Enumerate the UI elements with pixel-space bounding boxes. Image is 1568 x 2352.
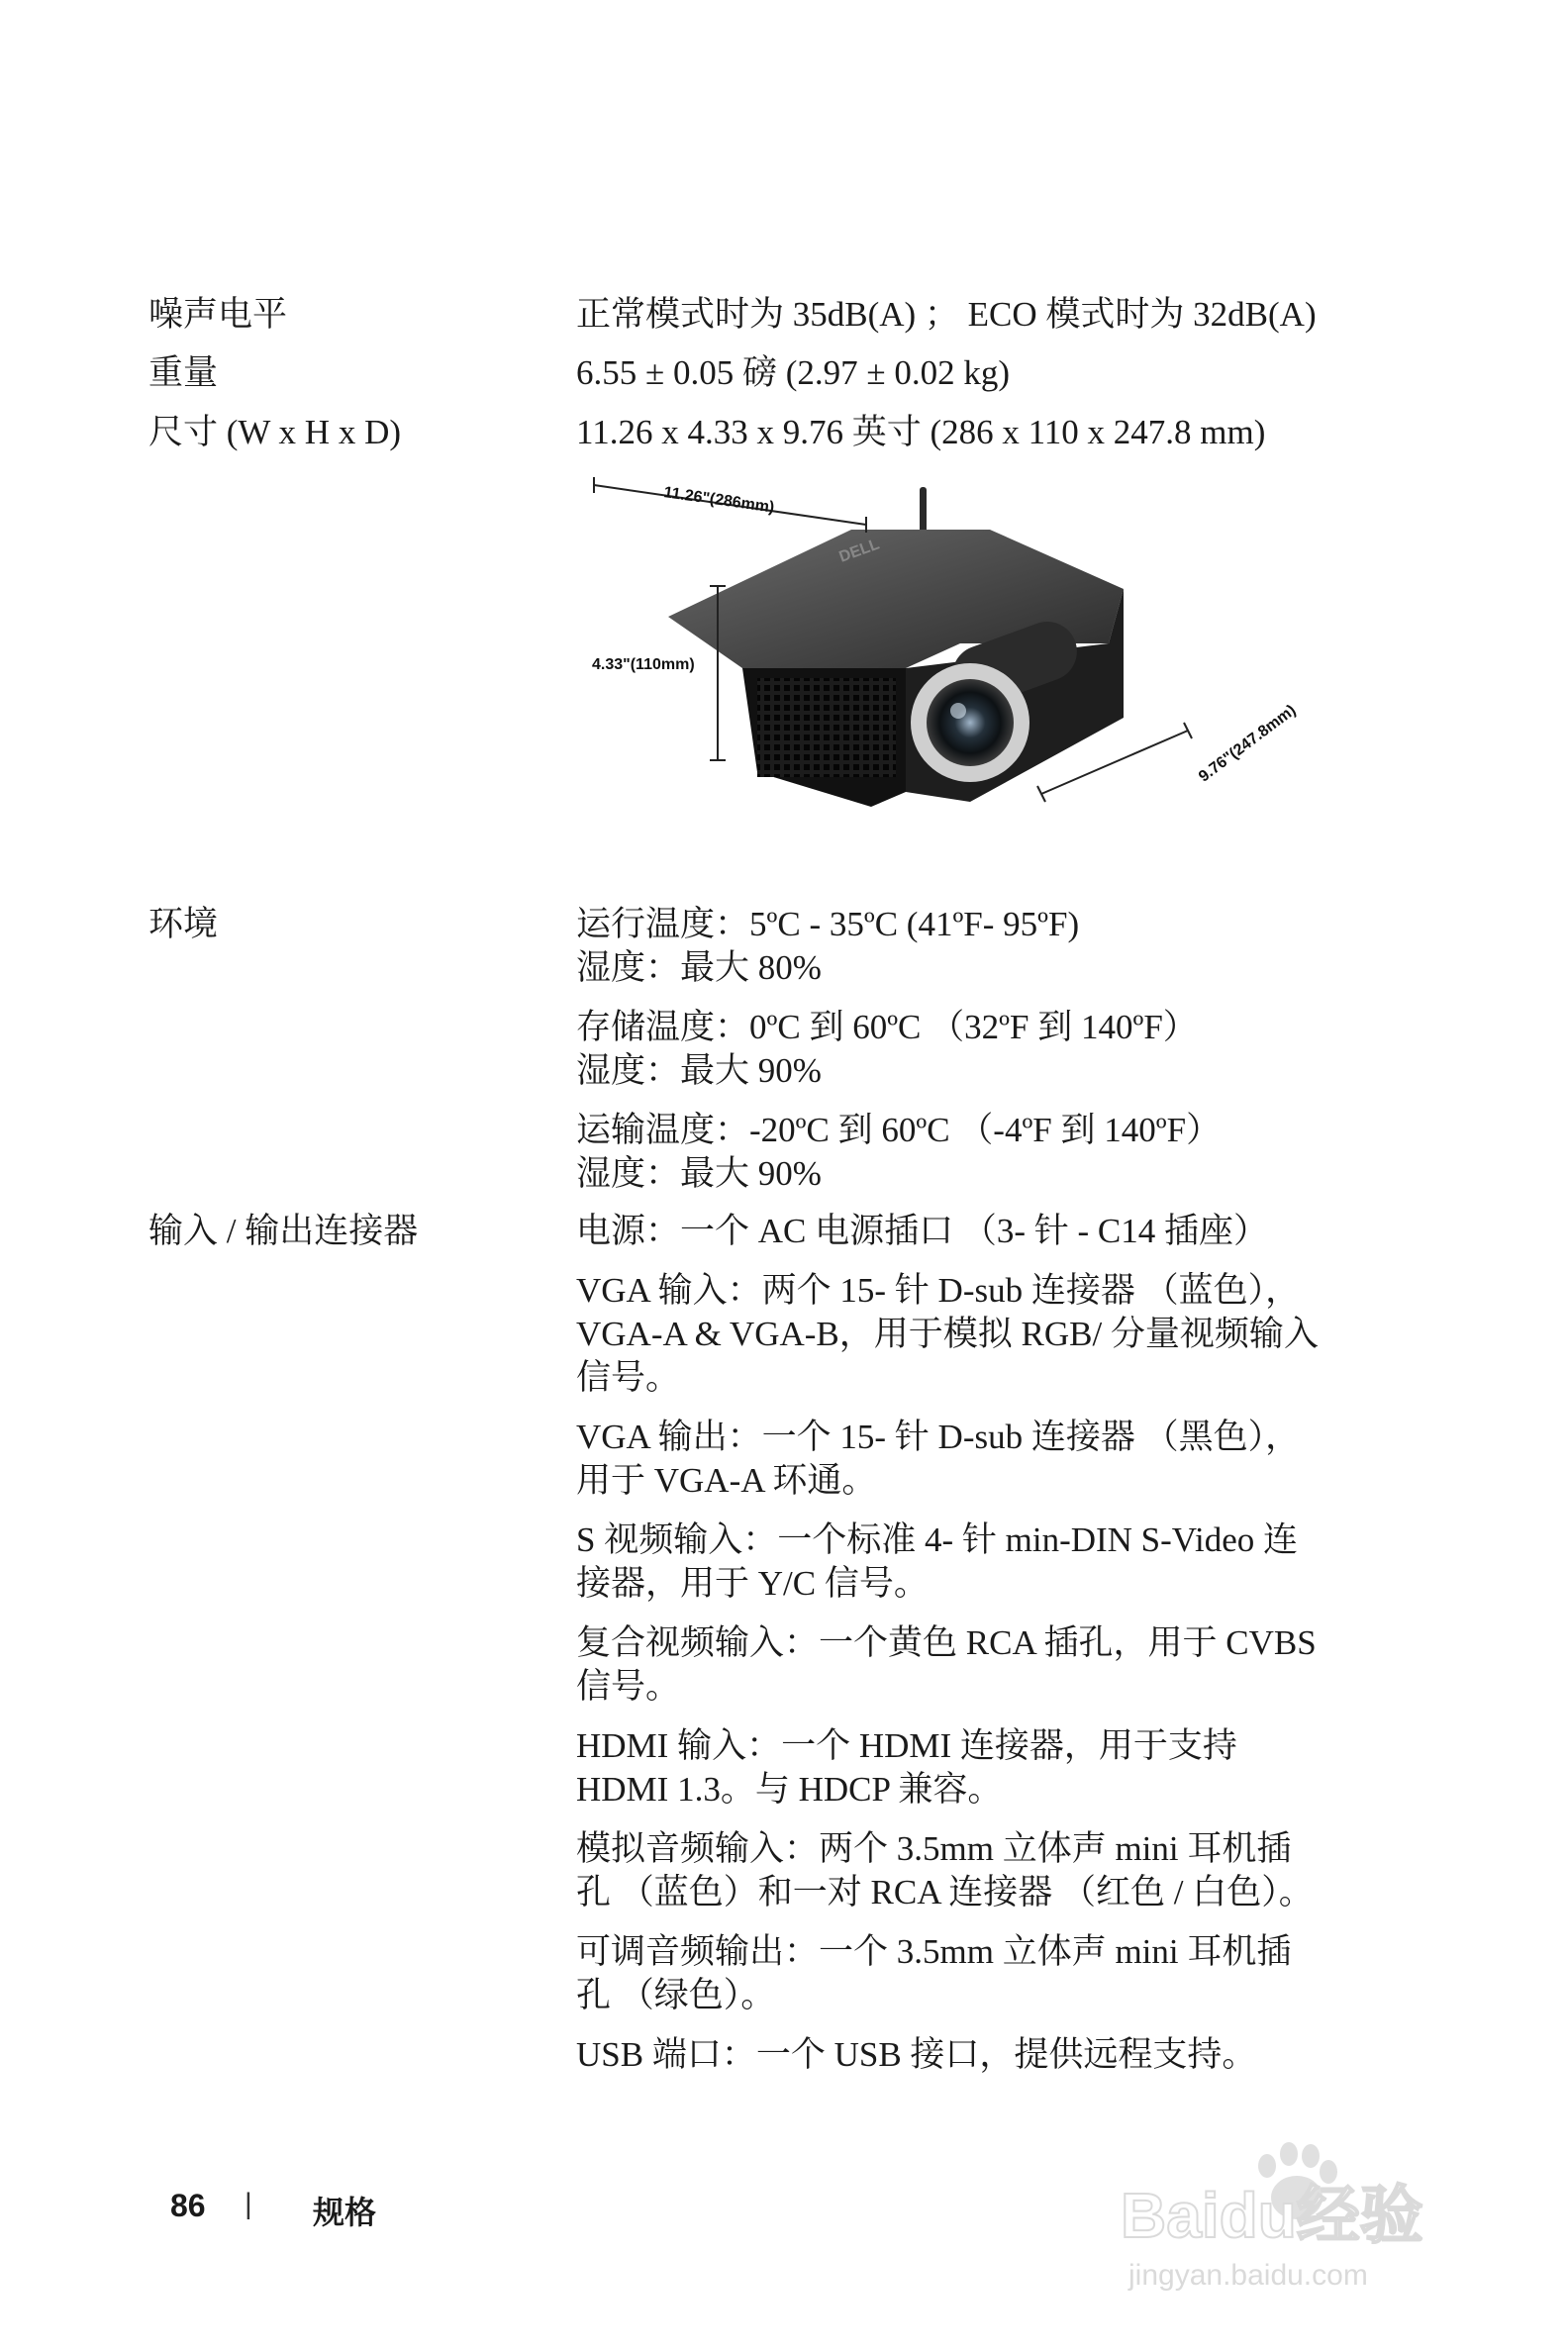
- section-title: 规格: [313, 2195, 377, 2230]
- brand-logo: DELL: [836, 536, 882, 566]
- lens: [927, 679, 1014, 766]
- io-power: [576, 1210, 1348, 1253]
- io-line: 用于 VGA-A 环通。: [576, 1461, 877, 1500]
- storage-conditions: [576, 1006, 1348, 1093]
- baidu-jingyan-watermark: [1109, 2128, 1485, 2297]
- shipping-humidity: 湿度：最大 90%: [576, 1154, 822, 1193]
- dimensions-label: 尺寸 (W x H x D): [148, 413, 402, 451]
- watermark-logo-text: Baidu经验: [1121, 2180, 1423, 2251]
- shipping-conditions: [576, 1109, 1348, 1196]
- io-line: 接器，用于 Y/C 信号。: [576, 1564, 929, 1603]
- io-line: HDMI 输入：一个 HDMI 连接器，用于支持: [576, 1726, 1237, 1765]
- io-line: 孔 （绿色）。: [576, 1976, 776, 2014]
- io-hdmi: [576, 1724, 1348, 1812]
- storage-humidity: 湿度：最大 90%: [576, 1051, 822, 1090]
- dimensions-value: 11.26 x 4.33 x 9.76 英寸 (286 x 110 x 247.8 mm): [576, 413, 1266, 451]
- io-line: 可调音频输出：一个 3.5mm 立体声 mini 耳机插: [576, 1932, 1292, 1971]
- watermark-url: jingyan.baidu.com: [1128, 2259, 1368, 2292]
- storage-temperature: 存储温度：0ºC 到 60ºC （32ºF 到 140ºF）: [576, 1008, 1198, 1046]
- io-line: 模拟音频输入：两个 3.5mm 立体声 mini 耳机插: [576, 1829, 1292, 1868]
- weight-label: 重量: [148, 353, 219, 392]
- io-line: S 视频输入：一个标准 4- 针 min-DIN S-Video 连: [576, 1520, 1298, 1559]
- io-line: 信号。: [576, 1358, 681, 1397]
- height-dimension-label: 4.33"(110mm): [592, 656, 695, 673]
- front-grille: [757, 678, 896, 777]
- io-vga-in: [576, 1269, 1348, 1400]
- environment-label: 环境: [148, 905, 219, 943]
- io-s-video: [576, 1519, 1348, 1606]
- io-line: 信号。: [576, 1667, 681, 1706]
- noise-label: 噪声电平: [148, 295, 288, 334]
- operating-conditions: [576, 903, 1348, 990]
- weight-value: 6.55 ± 0.05 磅 (2.97 ± 0.02 kg): [576, 353, 1010, 392]
- io-line: 复合视频输入：一个黄色 RCA 插孔，用于 CVBS: [576, 1623, 1317, 1662]
- io-line: VGA 输入：两个 15- 针 D-sub 连接器 （蓝色），: [576, 1271, 1301, 1310]
- io-usb: [576, 2033, 1348, 2077]
- io-connectors-label: 输入 / 输出连接器: [148, 1212, 419, 1250]
- io-composite: [576, 1621, 1348, 1709]
- depth-dimension-label: 9.76"(247.8mm): [1196, 702, 1300, 786]
- environment-value: [576, 903, 1348, 1196]
- io-line: USB 端口：一个 USB 接口，提供远程支持。: [576, 2035, 1257, 2074]
- height-dimension-bar: [708, 584, 728, 762]
- io-line: VGA-A & VGA-B，用于模拟 RGB/ 分量视频输入: [576, 1315, 1319, 1353]
- noise-value: 正常模式时为 35dB(A) ； ECO 模式时为 32dB(A): [576, 295, 1317, 334]
- io-audio-out: [576, 1930, 1348, 2017]
- io-line: 电源：一个 AC 电源插口 （3- 针 - C14 插座）: [576, 1212, 1269, 1250]
- io-connectors-value: [576, 1210, 1348, 2077]
- io-audio-in: [576, 1827, 1348, 1914]
- width-dimension-label: 11.26"(286mm): [662, 484, 776, 517]
- shipping-temperature: 运输温度：-20ºC 到 60ºC （-4ºF 到 140ºF）: [576, 1111, 1222, 1149]
- footer-separator: |: [245, 2188, 252, 2220]
- io-line: 孔 （蓝色）和一对 RCA 连接器 （红色 / 白色）。: [576, 1873, 1314, 1911]
- page-number: 86: [170, 2188, 206, 2223]
- io-vga-out: [576, 1416, 1348, 1503]
- operating-humidity: 湿度：最大 80%: [576, 948, 822, 987]
- io-line: VGA 输出：一个 15- 针 D-sub 连接器 （黑色），: [576, 1418, 1301, 1456]
- operating-temperature: 运行温度：5ºC - 35ºC (41ºF- 95ºF): [576, 905, 1080, 943]
- io-line: HDMI 1.3。与 HDCP 兼容。: [576, 1770, 1003, 1809]
